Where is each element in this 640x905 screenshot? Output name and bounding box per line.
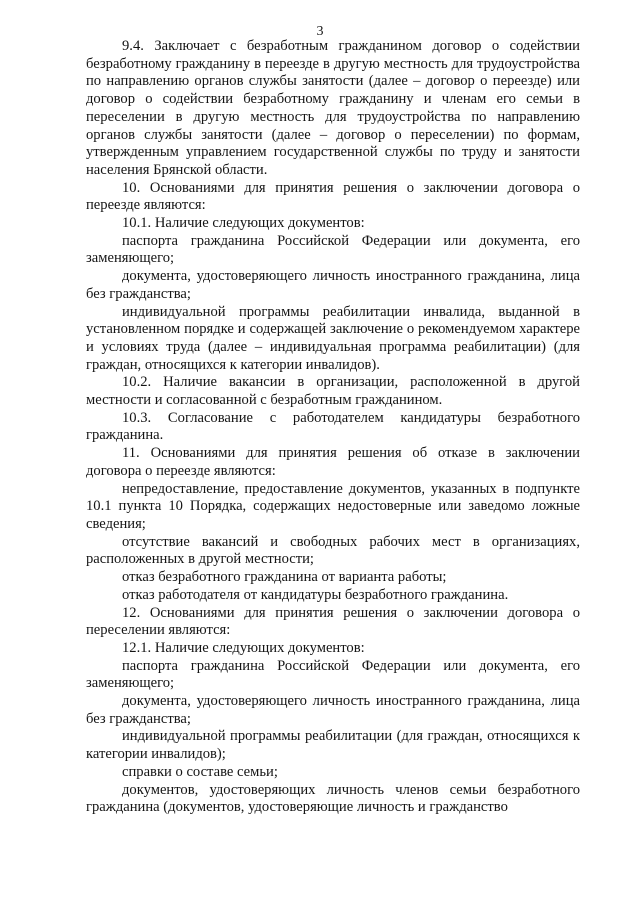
paragraph-10-2: 10.2. Наличие вакансии в организации, расположенной в другой местности и согласованной с безработным гражданином. [86,374,580,409]
list-item-foreign-id-2: документа, удостоверяющего личность иностранного гражданина, лица без гражданства; [86,693,580,727]
document-body [86,38,580,817]
list-item-passport-2: паспорта гражданина Российской Федерации или документа, его заменяющего; [86,657,580,692]
paragraph-12-1: 12.1. Наличие следующих документов: [122,639,365,656]
paragraph-11: 11. Основаниями для принятия решения об отказе в заключении договора о переезде являются: [86,445,580,479]
list-item-citizen-refusal: отказ безработного гражданина от варианта работы; [122,569,447,586]
list-item-family-documents: документов, удостоверяющих личность членов семьи безработного гражданина (документов, удостоверяющие личность и гражданство [86,781,580,816]
list-item-employer-refusal: отказ работодателя от кандидатуры безработного гражданина. [122,586,509,603]
list-item-rehabilitation-program: индивидуальной программы реабилитации инвалида, выданной в установленном порядке и содержащей заключение о рекомендуемом характере и условиях труда (далее – индивидуальная программа реабилитации) (для граждан, относящихся к категории инвалидов). [86,303,580,373]
list-item-no-vacancies: отсутствие вакансий и свободных рабочих мест в организациях, расположенных в другой местности; [86,533,580,568]
list-item-family-certificate: справки о составе семьи; [122,763,278,780]
paragraph-9-4: 9.4. Заключает с безработным гражданином договор о содействии безработному гражданину в переезде в другую местность для трудоустройства по направлению органов службы занятости (далее – договор о переезде) или договор о содействии безработному гражданину и членам его семьи в переселении в другую местность для трудоустройства по направлению органов службы занятости (далее – договор о переселении) по формам, утвержденным управлением государственной службы по труду и занятости населения Брянской области. [86,38,580,178]
page-number: 3 [316,24,324,39]
list-item-passport: паспорта гражданина Российской Федерации или документа, его заменяющего; [86,232,580,267]
paragraph-10: 10. Основаниями для принятия решения о заключении договора о переезде являются: [86,179,580,214]
paragraph-10-1: 10.1. Наличие следующих документов: [122,215,365,232]
list-item-foreign-id: документа, удостоверяющего личность иностранного гражданина, лица без гражданства; [86,268,580,302]
paragraph-12: 12. Основаниями для принятия решения о заключении договора о переселении являются: [86,604,580,639]
list-item-invalid-documents: непредоставление, предоставление документов, указанных в подпункте 10.1 пункта 10 Порядка, содержащих недостоверные или заведомо ложные сведения; [86,480,580,532]
paragraph-10-3: 10.3. Согласование с работодателем кандидатуры безработного гражданина. [86,409,580,444]
list-item-rehabilitation-program-2: индивидуальной программы реабилитации (для граждан, относящихся к категории инвалидов); [86,728,580,763]
